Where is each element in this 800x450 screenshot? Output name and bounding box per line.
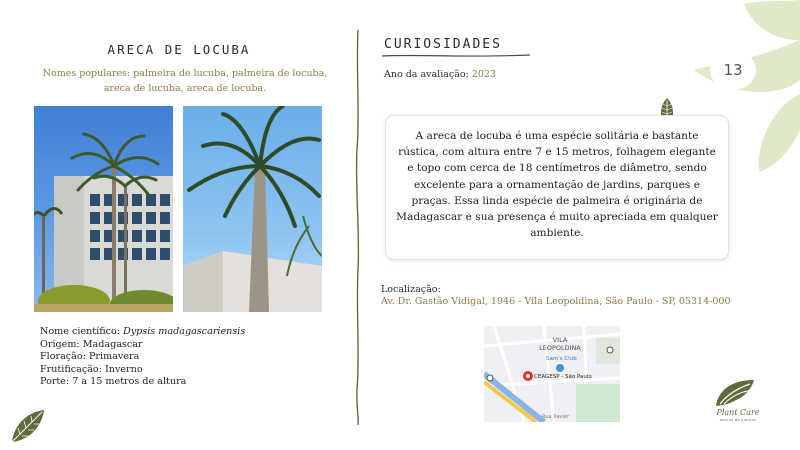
page-number: 13 bbox=[710, 50, 756, 90]
origin-line: Origem: Madagascar bbox=[40, 338, 143, 350]
scientific-name-line bbox=[40, 326, 245, 339]
flowering-line: Floração: Primavera bbox=[40, 351, 140, 363]
curiosities-text: A areca de locuba é uma espécie solitária e bastante rústica, com altura entre 7 e 15 metros, folhagem elegante e topo com cerca de 18 centímetros de diâmetro, sendo excelente para a ornamentação de jardins, parques e praças. Essa linda espécie de palmeira é originária de Madagascar e sua presença é muito apreciada em qualquer ambiente. bbox=[385, 115, 729, 260]
species-title: ARECA DE LOCUBA bbox=[107, 42, 251, 57]
map-street-label: Rua Xavier bbox=[542, 414, 570, 420]
year-value: 2023 bbox=[471, 69, 497, 80]
location-map[interactable] bbox=[484, 326, 620, 422]
size-line: Porte: 7 a 15 metros de altura bbox=[40, 376, 187, 388]
evaluation-year bbox=[384, 69, 496, 80]
scientific-name-value: Dypsis madagascariensis bbox=[123, 326, 246, 337]
logo-leaf-icon bbox=[706, 378, 770, 408]
center-divider bbox=[352, 30, 364, 425]
map-district-label: VILA LEOPOLDINA bbox=[539, 336, 581, 352]
location-address: Av. Dr. Gastão Vidigal, 1946 - Vila Leopoldina, São Paulo - SP, 05314-000 bbox=[381, 296, 731, 307]
map-place-label: CEAGESP - São Paulo bbox=[534, 374, 592, 380]
year-label: Ano da avaliação: bbox=[384, 69, 472, 80]
logo-tagline: acervo de plantas bbox=[719, 418, 757, 422]
heading-underline bbox=[380, 52, 532, 60]
plant-care-logo bbox=[706, 378, 770, 426]
palm-building-photo bbox=[34, 106, 173, 312]
fruiting-line: Frutificação: Inverno bbox=[40, 363, 143, 375]
curiosities-heading: CURIOSIDADES bbox=[384, 37, 502, 52]
palm-closeup-photo bbox=[183, 106, 322, 312]
scientific-name-label: Nome científico: bbox=[40, 326, 124, 337]
popular-names: Nomes populares: palmeira de lucuba, palmeira de locuba, areca de lucuba, areca de locuba. bbox=[42, 68, 328, 94]
logo-name: Plant Care bbox=[716, 408, 760, 417]
leaf-icon bbox=[8, 408, 48, 446]
species-facts bbox=[40, 326, 245, 389]
location-label: Localização: bbox=[381, 284, 441, 295]
map-store-label: Sam's Club bbox=[546, 356, 577, 362]
